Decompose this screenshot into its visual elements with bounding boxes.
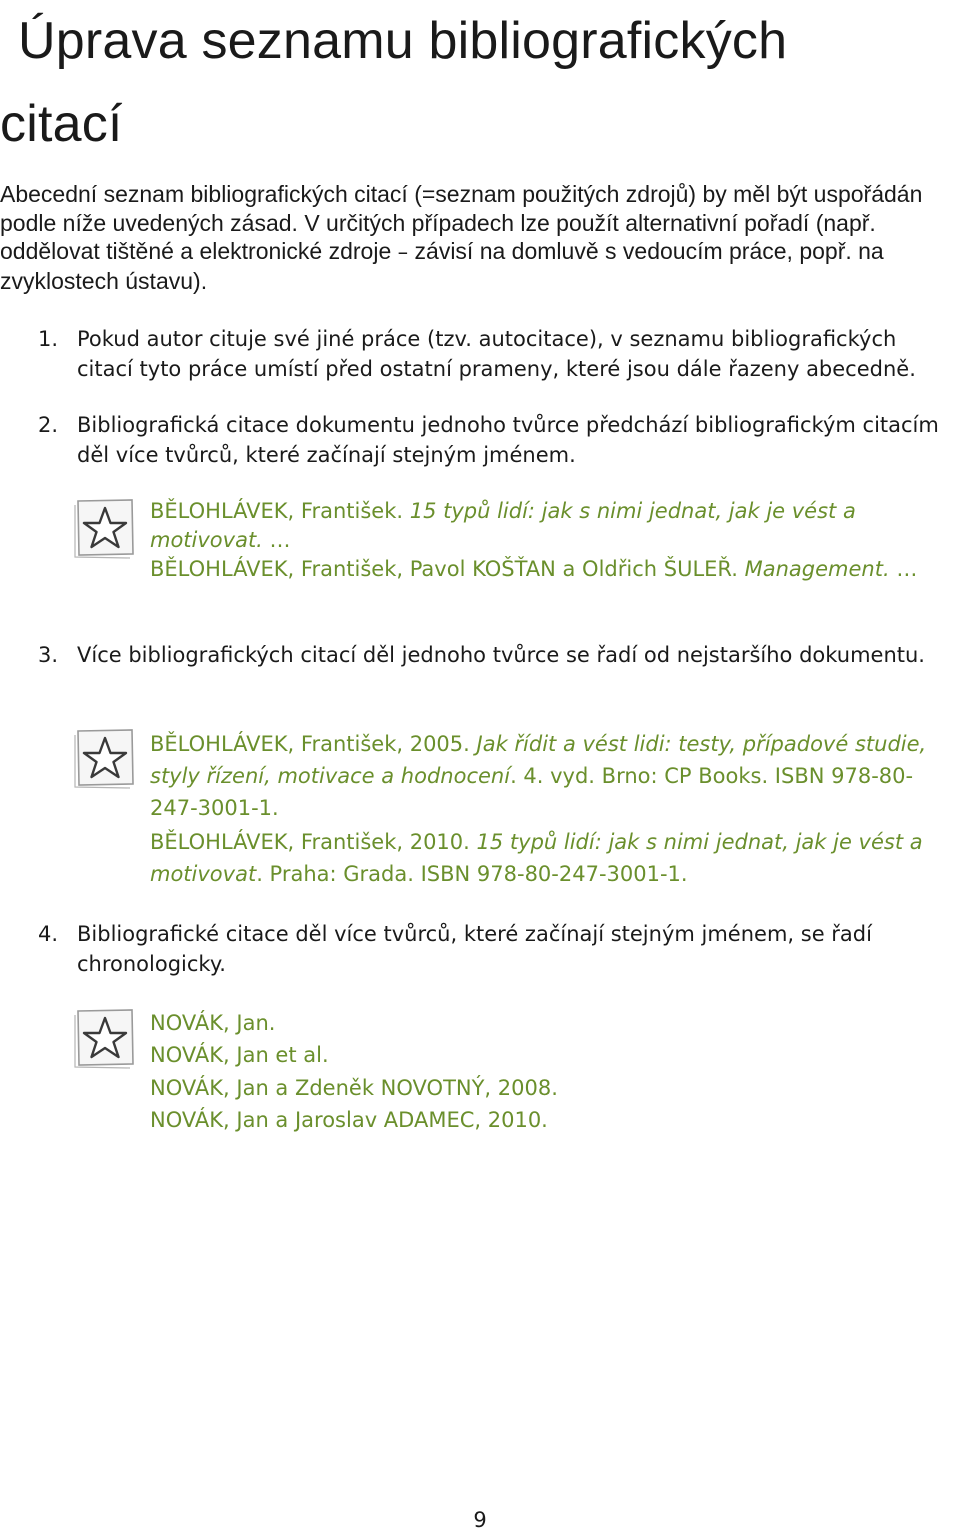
rule-number: 2. <box>38 413 59 437</box>
star-icon <box>72 1007 138 1069</box>
rule-number: 1. <box>38 327 59 351</box>
reference-item: BĚLOHLÁVEK, František, 2010. 15 typů lidí: jak s nimi jednat, jak je vést a motivovat. Praha: Grada. ISBN 978-80-247-3001-1. <box>150 830 923 886</box>
page-title-line-2: citací <box>0 95 123 154</box>
reference-item: NOVÁK, Jan a Zdeněk NOVOTNÝ, 2008. <box>150 1075 558 1100</box>
rule-text: Bibliografické citace děl více tvůrců, které začínají stejným jménem, se řadí chronologicky. <box>77 922 872 976</box>
intro-text-2: závisí na domluvě s vedoucím práce, popř. na zvyklostech ústavu). <box>0 238 884 294</box>
reference-item: BĚLOHLÁVEK, František, Pavol KOŠŤAN a Oldřich ŠULEŘ. Management. … <box>150 557 918 581</box>
page-title-line-1: Úprava seznamu bibliografických <box>18 12 788 70</box>
intro-dash: – <box>397 240 409 264</box>
reference-list <box>150 1007 958 1136</box>
rule-text: Bibliografická citace dokumentu jednoho tvůrce předchází bibliografickým citacím děl více tvůrců, které začínají stejným jménem. <box>77 413 939 467</box>
reference-item: NOVÁK, Jan a Jaroslav ADAMEC, 2010. <box>150 1107 548 1132</box>
reference-list <box>150 497 958 584</box>
rule-text: Více bibliografických citací děl jednoho tvůrce se řadí od nejstaršího dokumentu. <box>77 643 925 667</box>
intro-paragraph <box>0 180 950 295</box>
rule-number: 4. <box>38 922 59 946</box>
star-icon <box>72 727 138 789</box>
reference-item: NOVÁK, Jan et al. <box>150 1043 329 1068</box>
rule-number: 3. <box>38 643 59 667</box>
intro-text-1: Abecední seznam bibliografických citací (=seznam použitých zdrojů) by měl být uspořádán podle níže uvedených zásad. V určitých případech lze použít alternativní pořadí (např. oddělovat tištěné a elektronické zdroje <box>0 181 923 264</box>
reference-item: BĚLOHLÁVEK, František. 15 typů lidí: jak s nimi jednat, jak je vést a motivovat. … <box>150 499 856 552</box>
reference-list <box>150 728 958 890</box>
page-number: 9 <box>473 1508 487 1532</box>
star-icon <box>72 497 138 559</box>
reference-item: NOVÁK, Jan. <box>150 1011 276 1035</box>
rule-text: Pokud autor cituje své jiné práce (tzv. autocitace), v seznamu bibliografických citací tyto práce umístí před ostatní prameny, které jsou dále řazeny abecedně. <box>77 327 916 381</box>
page-title <box>0 0 940 166</box>
reference-item: BĚLOHLÁVEK, František, 2005. Jak řídit a vést lidi: testy, případové studie, styly řízení, motivace a hodnocení. 4. vyd. Brno: CP Books. ISBN 978-80-247-3001-1. <box>150 732 927 820</box>
